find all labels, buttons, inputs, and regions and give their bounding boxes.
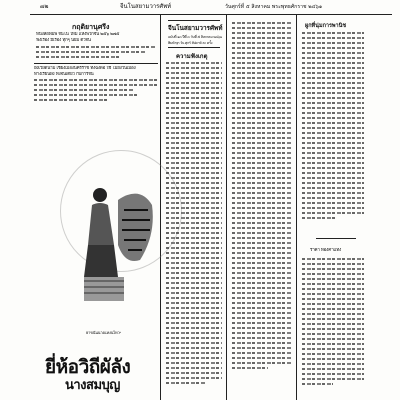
paper-name: จีนโนสยามวารศัพท์ bbox=[120, 3, 172, 10]
left-heading: กฤติยานุศรีง bbox=[72, 23, 110, 31]
masthead-line-1: ฉบับที่ ๑๓ ปีที่ ๓ วันที่ ๕ สิงหาคม ๒๔๖๑ bbox=[168, 35, 222, 39]
page-header bbox=[0, 0, 400, 14]
left-intro-line-2: ฟังเรื่อง มีเรื่อง ทุกๆ นิยม ตัวจีน bbox=[36, 38, 91, 43]
column-divider-middle bbox=[226, 15, 227, 400]
right-heading: ผูกที่นุ่มการพานิช bbox=[305, 23, 347, 29]
left-intro-text bbox=[36, 46, 156, 61]
left-notice-line-1: ยังเวียดนาม เชียงเมืองนครราช ทั้งฉังดอ ใช้ ไม่ยิ่งวันเมือง bbox=[34, 66, 136, 71]
advert-title-line-2: นางสมบุญ bbox=[65, 378, 120, 393]
pedestal bbox=[84, 277, 124, 301]
right-section-rule bbox=[316, 238, 356, 239]
page-number: ๗๒ bbox=[40, 3, 49, 10]
lady-figure bbox=[84, 188, 118, 277]
left-notice-text bbox=[34, 79, 158, 104]
masthead-title: จีนโนสยามวารศัพท์ bbox=[168, 24, 223, 32]
column-divider-right bbox=[296, 15, 297, 400]
middle-article-text bbox=[166, 62, 222, 387]
header-rule bbox=[30, 14, 392, 15]
masthead-rule-top bbox=[168, 20, 220, 21]
left-section-rule bbox=[34, 63, 158, 64]
middle-section-heading: ความฟังเกตุ bbox=[176, 53, 208, 60]
advert-title-line-1: ยี่ห้อวิถีผัลัง bbox=[45, 356, 131, 378]
right-subheading: ราคา ทองคำแท่ง bbox=[310, 248, 341, 253]
advert-illustration bbox=[70, 165, 160, 305]
right-article-text bbox=[302, 32, 364, 222]
right-lower-text bbox=[302, 258, 364, 388]
advert-caption: ยาขนันนางแหงนไหวๆ bbox=[86, 330, 122, 335]
left-notice-line-2: ทางเรียนฝั่ง ฟังจิ้นเดียว กับการจีน bbox=[34, 72, 94, 77]
masthead-line-2: พิมพ์ ทุก วัน ศุกร์ สัปดาห์ ละ ครั้ง bbox=[168, 41, 213, 45]
middle-right-article-text bbox=[232, 22, 292, 372]
left-intro-line-1: หนังสือพิมพ์ จีนโน ใหม่ แห่งพวกจีน ๒๕๖ ๒๗๕ bbox=[36, 32, 120, 37]
masthead-rule-bottom bbox=[168, 47, 220, 48]
tiger-figure bbox=[118, 194, 153, 261]
date-line: วันศุกร์ที่ ๕ สิงหาคม พระพุทธศักราช ๒๔๖๑ bbox=[225, 4, 323, 10]
